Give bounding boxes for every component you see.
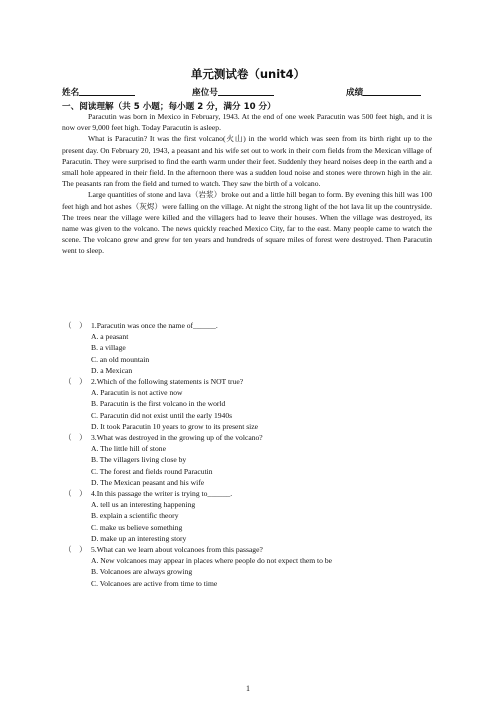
option: D. a Mexican <box>91 365 133 375</box>
option: B. a village <box>91 343 126 353</box>
option: C. make us believe something <box>91 522 183 532</box>
score-label: 成绩 <box>346 88 364 98</box>
question-5 <box>64 544 434 589</box>
option: A. tell us an interesting happening <box>91 500 196 510</box>
question-1 <box>64 320 434 376</box>
option: A. Paracutin is not active now <box>91 388 183 398</box>
name-field <box>62 86 79 98</box>
option: D. It took Paracutin 10 years to grow to its present size <box>91 421 259 431</box>
question-stem: 5.What can we learn about volcanoes from this passage? <box>91 545 263 555</box>
option: C. an old mountain <box>91 354 150 364</box>
page-title: 单元测试卷（unit4） <box>190 67 306 81</box>
page-number: 1 <box>246 684 250 693</box>
question-stem: 3.What was destroyed in the growing up of the volcano? <box>91 433 263 443</box>
option: C. Paracutin did not exist until the early 1940s <box>91 410 233 420</box>
option: A. The little hill of stone <box>91 444 166 454</box>
option: C. The forest and fields round Paracutin <box>91 466 213 476</box>
answer-bracket[interactable]: （ ） <box>64 321 87 330</box>
option: C. Volcanoes are active from time to time <box>91 578 218 588</box>
question-4 <box>64 488 434 544</box>
option: B. explain a scientific theory <box>91 511 179 521</box>
passage-paragraph: Paracutin was born in Mexico in February, 1943. At the end of one week Paracutin was 500 feet high, and it is now over 9,000 feet high. Today Paracutin is asleep. <box>62 112 432 133</box>
seat-field <box>192 86 218 98</box>
question-stem: 2.Which of the following statements is NOT true? <box>91 377 244 387</box>
option: A. a peasant <box>91 332 129 342</box>
passage-paragraph: Large quantities of stone and lava（岩浆）broke out and a little hill began to form. By evening this hill was 100 feet high and hot ashes（灰烬）were falling on the village. At night the strong light of the hot lava lit up the countryside. The trees near the village were killed and the villagers had to leave their houses. When the village was destroyed, its name was given to the volcano. The news quickly reached Mexico City, far to the east. Many people came to watch the scene. The volcano grew and grew for ten years and hundreds of square miles of forest were destroyed. Then Paracutin went to sleep. <box>62 190 432 256</box>
score-field <box>346 86 363 98</box>
score-blank <box>363 86 421 96</box>
reading-passage <box>62 111 432 257</box>
question-list <box>64 320 434 589</box>
name-label: 姓名 <box>62 88 80 98</box>
answer-bracket[interactable]: （ ） <box>64 433 87 443</box>
section-heading: 一、阅读理解（共 5 小题；每小题 2 分，满分 10 分） <box>62 102 276 112</box>
answer-bracket[interactable]: （ ） <box>64 545 87 555</box>
option: D. The Mexican peasant and his wife <box>91 477 205 487</box>
option: D. make up an interesting story <box>91 533 187 543</box>
question-2 <box>64 376 434 432</box>
student-info-row <box>62 86 430 100</box>
option: B. Volcanoes are always growing <box>91 567 193 577</box>
answer-bracket[interactable]: （ ） <box>64 377 87 387</box>
question-stem: 4.In this passage the writer is trying to______. <box>91 489 233 499</box>
option: B. The villagers living close by <box>91 455 187 465</box>
passage-paragraph: What is Paracutin? It was the first volcano(火山) in the world which was seen from its birth right up to the present day. On February 20, 1943, a peasant and his wife set out to work in their corn fields from the Mexican village of Paracutin. They were surprised to find the earth warm under their feet. Suddenly they heard noises deep in the earth and a small hole appeared in their field. In the afternoon there was a sudden loud noise and stones were thrown high in the air. The peasants ran from the field and turned to watch. They saw the birth of a volcano. <box>62 134 432 189</box>
name-blank <box>79 86 135 96</box>
option: A. New volcanoes may appear in places where people do not expect them to be <box>91 556 333 566</box>
seat-blank <box>218 86 274 96</box>
seat-label: 座位号 <box>192 88 218 98</box>
option: B. Paracutin is the first volcano in the world <box>91 399 226 409</box>
answer-bracket[interactable]: （ ） <box>64 489 87 499</box>
question-3 <box>64 432 434 488</box>
question-stem: 1.Paracutin was once the name of______. <box>91 321 218 330</box>
